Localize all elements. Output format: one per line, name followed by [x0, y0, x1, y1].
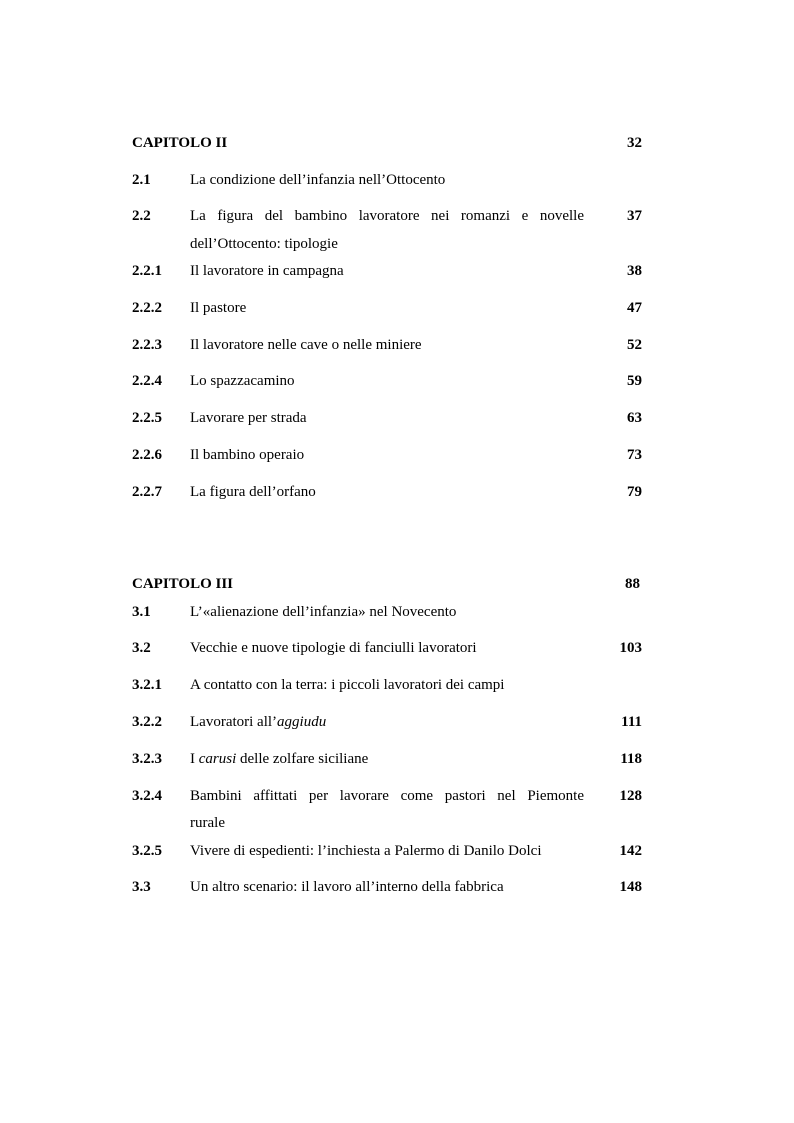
section-title: Vecchie e nuove tipologie di fanciulli lavoratori: [190, 640, 477, 656]
section-page-number: 103: [619, 640, 642, 656]
section-number: 2.1: [132, 172, 151, 188]
toc-entry: [0, 297, 794, 319]
section-title: [190, 748, 368, 770]
section-number: 3.2.1: [132, 677, 162, 693]
section-title: [190, 711, 326, 733]
section-number: 2.2.6: [132, 447, 162, 463]
section-page-number: 118: [620, 751, 642, 767]
toc-entry: [0, 840, 794, 862]
section-number: 2.2.5: [132, 410, 162, 426]
section-number: 2.2.7: [132, 484, 162, 500]
section-title: Il bambino operaio: [190, 447, 305, 463]
toc-entry: [0, 370, 794, 392]
section-title: A contatto con la terra: i piccoli lavoratori dei campi: [190, 677, 505, 693]
section-number: 3.2.3: [132, 751, 162, 767]
section-number: 3.2: [132, 640, 151, 656]
toc-entry: [0, 711, 794, 733]
chapter-heading-row: [0, 573, 794, 595]
section-page-number: 128: [619, 788, 642, 804]
section-page-number: 148: [619, 879, 642, 895]
toc-entry-continuation: [0, 812, 794, 834]
chapter-page-number: 88: [625, 576, 640, 592]
section-page-number: 63: [627, 410, 642, 426]
section-number: 2.2: [132, 208, 151, 224]
section-page-number: 79: [627, 484, 642, 500]
section-page-number: 47: [627, 300, 642, 316]
chapter-heading: CAPITOLO III: [132, 576, 234, 592]
section-number: 2.2.3: [132, 337, 162, 353]
section-title: Lo spazzacamino: [190, 373, 295, 389]
section-title: Vivere di espedienti: l’inchiesta a Palermo di Danilo Dolci: [190, 843, 542, 859]
toc-entry: [0, 481, 794, 503]
toc-entry: [0, 674, 794, 696]
section-title: La condizione dell’infanzia nell’Ottocento: [190, 172, 446, 188]
section-title-line1: La figura del bambino lavoratore nei romanzi e novelle: [190, 208, 584, 224]
section-number: 3.1: [132, 604, 151, 620]
section-page-number: 73: [627, 447, 642, 463]
section-number: 2.2.1: [132, 263, 162, 279]
toc-entry: [0, 876, 794, 898]
toc-entry-continuation: [0, 233, 794, 255]
section-number: 3.2.2: [132, 714, 162, 730]
section-title: Il pastore: [190, 300, 247, 316]
chapter-heading-row: [0, 132, 794, 154]
section-title-line2: rurale: [190, 815, 225, 831]
section-page-number: 38: [627, 263, 642, 279]
section-title: La figura dell’orfano: [190, 484, 316, 500]
chapter-heading: CAPITOLO II: [132, 135, 228, 151]
chapter-page-number: 32: [627, 135, 642, 151]
section-number: 3.3: [132, 879, 151, 895]
toc-entry: [0, 169, 794, 191]
section-title: Lavorare per strada: [190, 410, 307, 426]
toc-entry: [0, 407, 794, 429]
section-title-emphasis: carusi: [198, 751, 237, 767]
section-number: 2.2.4: [132, 373, 162, 389]
section-title: Il lavoratore nelle cave o nelle miniere: [190, 337, 422, 353]
toc-entry: [0, 205, 794, 227]
section-title-line1: Bambini affittati per lavorare come pastori nel Piemonte: [190, 788, 584, 804]
toc-entry: [0, 637, 794, 659]
section-title-line2: dell’Ottocento: tipologie: [190, 236, 338, 252]
toc-entry: [0, 444, 794, 466]
section-page-number: 37: [627, 208, 642, 224]
section-page-number: 111: [621, 714, 642, 730]
section-number: 3.2.5: [132, 843, 162, 859]
section-title-emphasis: aggiudu: [277, 714, 327, 730]
section-title: Un altro scenario: il lavoro all’interno della fabbrica: [190, 879, 504, 895]
section-title-text: Lavoratori all’: [190, 714, 278, 730]
section-page-number: 142: [619, 843, 642, 859]
toc-entry: [0, 260, 794, 282]
section-number: 3.2.4: [132, 788, 162, 804]
section-number: 2.2.2: [132, 300, 162, 316]
toc-entry: [0, 785, 794, 807]
toc-entry: [0, 334, 794, 356]
section-title-text: I: [190, 751, 199, 767]
section-page-number: 59: [627, 373, 642, 389]
toc-entry: [0, 601, 794, 623]
section-title: Il lavoratore in campagna: [190, 263, 344, 279]
section-title-text: delle zolfare siciliane: [236, 751, 369, 767]
section-title: L’«alienazione dell’infanzia» nel Novecento: [190, 604, 457, 620]
section-page-number: 52: [627, 337, 642, 353]
toc-entry: [0, 748, 794, 770]
